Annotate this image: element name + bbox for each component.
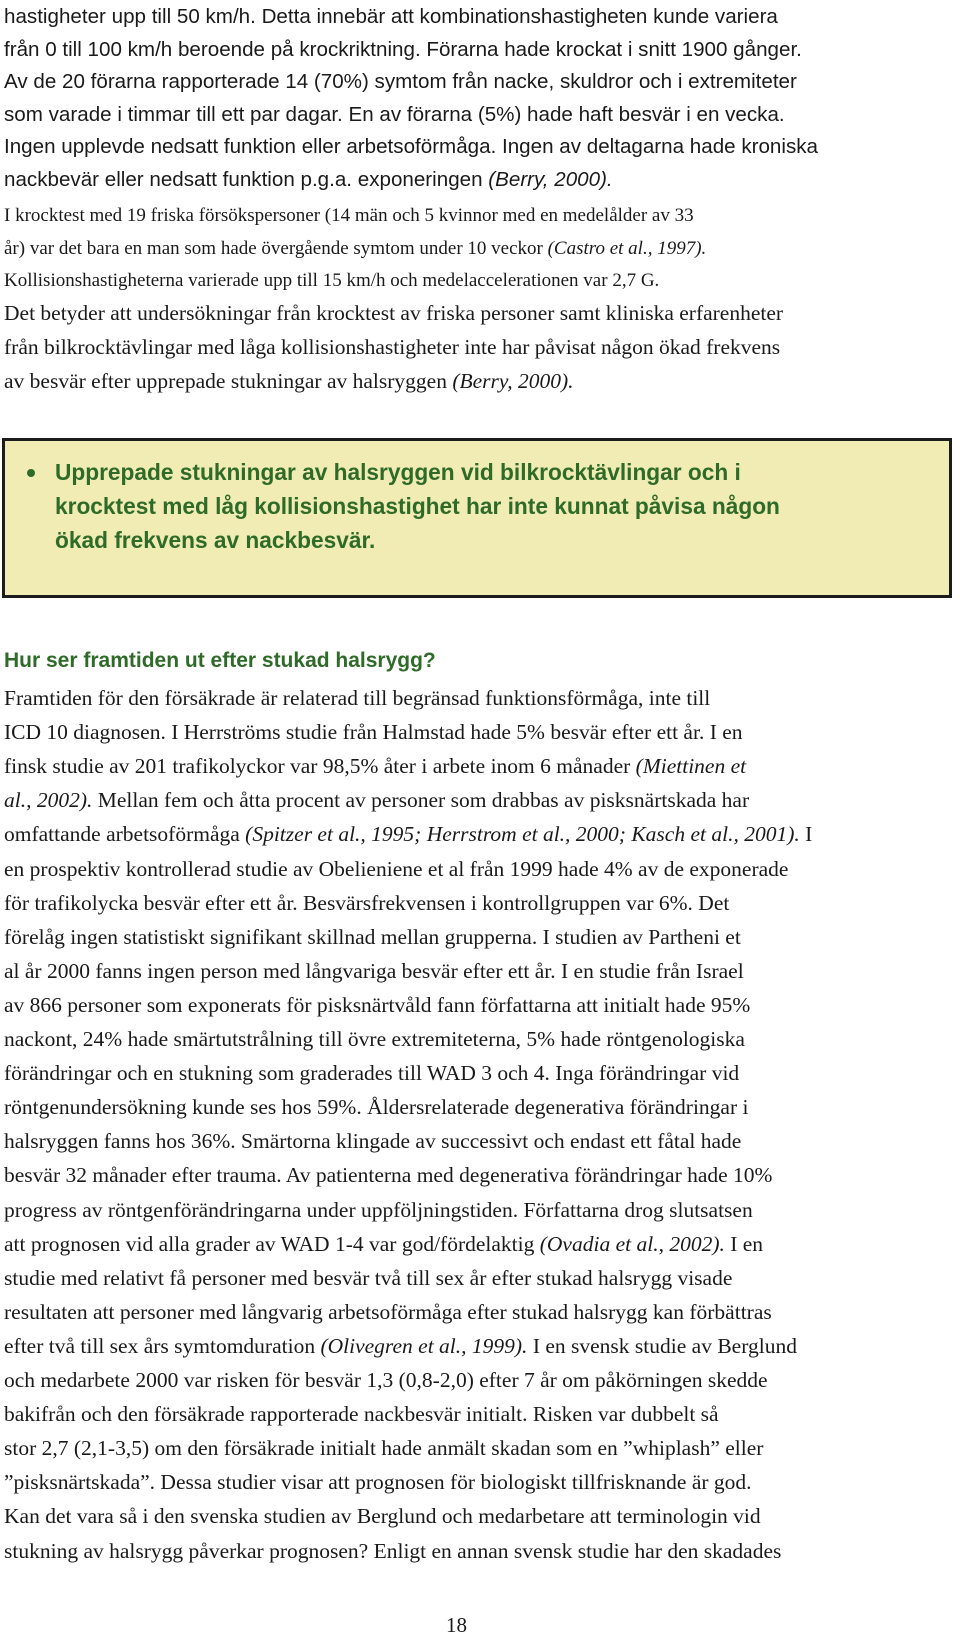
line-text: Framtiden för den försäkrade är relaterad till begränsad funktionsförmåga, inte till — [4, 686, 711, 710]
summary-callout-box — [2, 438, 952, 598]
text-line — [4, 98, 785, 132]
text-line — [4, 330, 780, 364]
text-line — [4, 783, 749, 817]
text-line — [4, 1022, 745, 1056]
line-text: röntgenundersökning kunde ses hos 59%. Åldersrelaterade degenerativa förändringar i — [4, 1095, 749, 1120]
text-line — [4, 1499, 761, 1533]
page-number: 18 — [446, 1613, 467, 1637]
citation: (Berry, 2000). — [452, 369, 574, 393]
line-text: Det betyder att undersökningar från krocktest av friska personer samt kliniska erfarenheter — [4, 301, 784, 325]
text-line — [4, 1431, 763, 1465]
citation: al., 2002). — [4, 788, 93, 813]
line-text: I — [799, 822, 813, 847]
text-line — [4, 199, 694, 233]
line-text: finsk studie av 201 trafikolyckor var 98,5% åter i arbete inom 6 månader — [4, 754, 636, 779]
text-line — [4, 1158, 772, 1192]
text-line — [4, 1363, 768, 1397]
text-line — [4, 232, 706, 266]
citation: (Castro et al., 1997). — [547, 237, 707, 259]
line-text: efter två till sex års symtomduration — [4, 1333, 321, 1358]
text-line — [4, 364, 574, 398]
text-line — [4, 33, 802, 67]
line-text: som varade i timmar till ett par dagar. En av förarna (5%) hade haft besvär i en vecka. — [4, 102, 785, 126]
text-line — [4, 1193, 753, 1227]
text-line — [4, 65, 797, 99]
citation: (Olivegren et al., 1999). — [320, 1333, 528, 1358]
line-text: resultaten att personer med långvarig arbetsoförmåga efter stukad halsrygg kan förbättras — [4, 1299, 772, 1324]
line-text: omfattande arbetsoförmåga — [4, 822, 246, 847]
line-text: I en svensk studie av Berglund — [527, 1333, 797, 1358]
section-heading: Hur ser framtiden ut efter stukad halsrygg? — [4, 649, 436, 672]
text-line — [4, 1056, 739, 1090]
line-text: från bilkrocktävlingar med låga kollisionshastigheter inte har påvisat någon ökad frekvens — [4, 335, 781, 359]
callout-line: ökad frekvens av nackbesvär. — [55, 527, 376, 553]
line-text: Ingen upplevde nedsatt funktion eller arbetsoförmåga. Ingen av deltagarna hade kroniska — [4, 135, 819, 159]
text-line — [4, 1329, 797, 1363]
text-line — [4, 163, 613, 197]
text-line — [4, 852, 788, 886]
line-text: I krocktest med 19 friska försökspersoner (14 män och 5 kvinnor med en medelålder av 33 — [4, 205, 694, 226]
text-line — [4, 1465, 752, 1499]
citation: (Spitzer et al., 1995; Herrstrom et al., 2000; Kasch et al., 2001). — [245, 822, 800, 847]
line-text: Av de 20 förarna rapporterade 14 (70%) symtom från nacke, skuldror och i extremiteter — [4, 70, 797, 94]
callout-line: krocktest med låg kollisionshastighet har inte kunnat påvisa någon — [55, 493, 780, 519]
text-line — [4, 1261, 732, 1295]
text-line — [4, 886, 729, 920]
line-text: halsryggen fanns hos 36%. Smärtorna klingade av successivt och endast ett fåtal hade — [4, 1129, 742, 1154]
bullet-icon — [27, 469, 35, 477]
text-line — [4, 1295, 772, 1329]
line-text: och medarbete 2000 var risken för besvär 1,3 (0,8-2,0) efter 7 år om påkörningen skedde — [4, 1368, 768, 1392]
line-text: progress av röntgenförändringarna under uppföljningstiden. Författarna drog slutsatsen — [4, 1197, 753, 1222]
line-text: bakifrån och den försäkrade rapporterade nackbesvär initialt. Risken var dubbelt så — [4, 1402, 719, 1427]
text-line — [4, 1090, 748, 1124]
citation: (Miettinen et — [635, 754, 747, 779]
text-line — [4, 954, 744, 988]
text-line — [4, 130, 818, 164]
line-text: att prognosen vid alla grader av WAD 1-4 var god/fördelaktig — [4, 1231, 540, 1256]
line-text: Mellan fem och åtta procent av personer som drabbas av pisksnärtskada har — [92, 788, 750, 813]
line-text: år) var det bara en man som hade övergående symtom under 10 veckor — [4, 237, 548, 259]
line-text: I en — [724, 1231, 764, 1256]
line-text: al år 2000 fanns ingen person med långvariga besvär efter ett år. I en studie från Israel — [4, 958, 744, 983]
line-text: ”pisksnärtskada”. Dessa studier visar att prognosen för biologiskt tillfrisknande är god. — [4, 1470, 752, 1495]
text-line — [4, 1397, 719, 1431]
line-text: förändringar och en stukning som graderades till WAD 3 och 4. Inga förändringar vid — [4, 1061, 740, 1086]
citation: (Berry, 2000). — [488, 168, 613, 191]
text-line — [4, 1534, 781, 1568]
text-line — [4, 264, 659, 298]
line-text: nackont, 24% hade smärtutstrålning till övre extremiteterna, 5% hade röntgenologiska — [4, 1027, 745, 1051]
line-text: stukning av halsrygg påverkar prognosen? Enligt en annan svensk studie har den skadades — [4, 1538, 782, 1563]
text-line — [4, 1124, 741, 1158]
citation: (Ovadia et al., 2002). — [539, 1231, 725, 1256]
text-line — [4, 0, 778, 34]
text-line — [4, 988, 750, 1022]
text-line — [4, 920, 741, 954]
callout-line: Upprepade stukningar av halsryggen vid bilkrocktävlingar och i — [55, 459, 741, 485]
text-line — [4, 715, 743, 749]
line-text: studie med relativt få personer med besvär två till sex år efter stukad halsrygg visade — [4, 1265, 733, 1290]
text-line — [4, 681, 710, 715]
line-text: stor 2,7 (2,1-3,5) om den försäkrade initialt hade anmält skadan som en ”whiplash” eller — [4, 1436, 764, 1461]
line-text: besvär 32 månader efter trauma. Av patienterna med degenerativa förändringar hade 10% — [4, 1163, 773, 1188]
line-text: hastigheter upp till 50 km/h. Detta innebär att kombinationshastigheten kunde variera — [4, 5, 778, 28]
line-text: Kan det vara så i den svenska studien av Berglund och medarbetare att terminologin vid — [4, 1504, 761, 1529]
line-text: nackbevär eller nedsatt funktion p.g.a. exponeringen — [4, 168, 489, 191]
line-text: för trafikolycka besvär efter ett år. Besvärsfrekvensen i kontrollgruppen var 6%. Det — [4, 890, 730, 915]
line-text: förelåg ingen statistiskt signifikant skillnad mellan grupperna. I studien av Partheni et — [4, 924, 741, 949]
line-text: av 866 personer som exponerats för pisksnärtvåld fann författarna att initialt hade 95% — [4, 992, 751, 1017]
line-text: från 0 till 100 km/h beroende på krockriktning. Förarna hade krockat i snitt 1900 gånger. — [4, 37, 802, 61]
line-text: av besvär efter upprepade stukningar av halsryggen — [4, 369, 453, 393]
text-line — [4, 817, 812, 851]
text-line — [4, 296, 783, 330]
line-text: ICD 10 diagnosen. I Herrströms studie från Halmstad hade 5% besvär efter ett år. I en — [4, 720, 743, 745]
line-text: en prospektiv kontrollerad studie av Obelieniene et al från 1999 hade 4% av de exponerade — [4, 856, 789, 881]
line-text: Kollisionshastigheterna varierade upp till 15 km/h och medelaccelerationen var 2,7 G. — [4, 270, 660, 292]
text-line — [4, 1227, 763, 1261]
text-line — [4, 749, 746, 783]
